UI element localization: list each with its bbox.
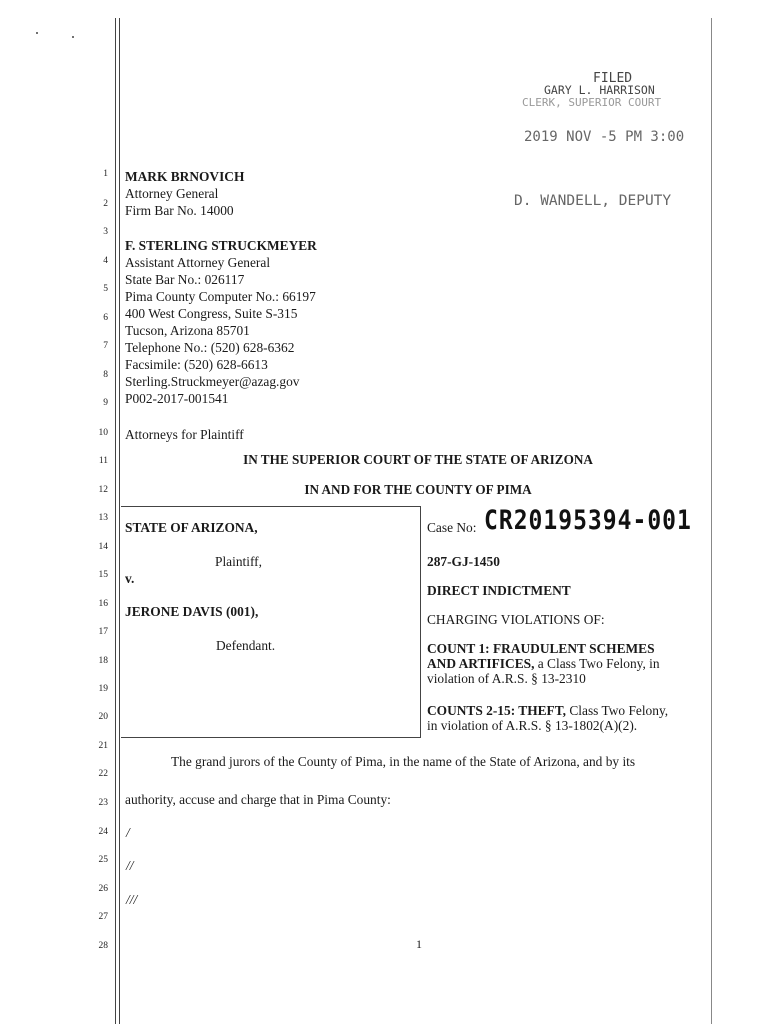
line-number: 16 xyxy=(98,599,108,609)
counts-2-15-statute: in violation of A.R.S. § 13-1802(A)(2). xyxy=(427,718,638,733)
counts-2-15-class: Class Two Felony, xyxy=(566,703,669,718)
count-1-line-b xyxy=(427,656,660,672)
charging-heading: CHARGING VIOLATIONS OF: xyxy=(427,612,605,627)
count-1-class: a Class Two Felony, in xyxy=(534,656,660,671)
line-number: 25 xyxy=(98,855,108,865)
line-number: 21 xyxy=(98,741,108,751)
document-type: DIRECT INDICTMENT xyxy=(427,583,571,598)
line-number: 3 xyxy=(103,227,108,237)
line-number: 18 xyxy=(98,656,108,666)
line-number: 11 xyxy=(98,456,108,466)
case-number-stamp: CR20195394-001 xyxy=(484,506,692,536)
assistant-info-line: Telephone No.: (520) 628-6362 xyxy=(125,340,295,355)
caption-divider xyxy=(420,506,421,738)
defendant-name: JERONE DAVIS (001), xyxy=(125,604,259,619)
plaintiff-role: Plaintiff, xyxy=(215,554,262,569)
scan-speck xyxy=(36,32,38,34)
line-number: 22 xyxy=(98,769,108,779)
line-number: 13 xyxy=(98,513,108,523)
filed-stamp-clerk: GARY L. HARRISON xyxy=(544,83,655,97)
counts-2-15-title: COUNTS 2-15: THEFT, xyxy=(427,703,567,718)
plaintiff-name: STATE OF ARIZONA, xyxy=(125,520,258,535)
scan-speck xyxy=(72,36,74,38)
left-margin-rule xyxy=(115,18,116,1024)
continuation-slash-2: // xyxy=(126,858,134,873)
attorneys-for-plaintiff: Attorneys for Plaintiff xyxy=(125,427,244,442)
line-number: 8 xyxy=(103,370,108,380)
line-number: 1 xyxy=(103,169,108,179)
filed-stamp-title: FILED xyxy=(593,71,633,86)
line-number: 26 xyxy=(98,884,108,894)
defendant-role: Defendant. xyxy=(216,638,276,653)
caption-top-rule xyxy=(121,506,420,507)
versus-label: v. xyxy=(125,571,135,586)
line-number: 5 xyxy=(103,284,108,294)
assistant-info-line: Assistant Attorney General xyxy=(125,255,271,270)
line-number: 9 xyxy=(103,398,108,408)
firm-bar-number: Firm Bar No. 14000 xyxy=(125,203,234,218)
assistant-info-line: P002-2017-001541 xyxy=(125,391,229,406)
court-title: IN THE SUPERIOR COURT OF THE STATE OF ARIZONA xyxy=(243,452,593,467)
filed-stamp-clerk-title: CLERK, SUPERIOR COURT xyxy=(522,96,662,109)
assistant-info-line: State Bar No.: 026117 xyxy=(125,272,245,287)
filed-stamp-date: 2019 NOV -5 PM 3:00 xyxy=(524,129,685,145)
assistant-info-line: 400 West Congress, Suite S-315 xyxy=(125,306,298,321)
line-number: 10 xyxy=(98,428,108,438)
assistant-attorney-name: F. STERLING STRUCKMEYER xyxy=(125,238,317,253)
line-number: 15 xyxy=(98,570,108,580)
page-number: 1 xyxy=(416,937,422,951)
line-number: 2 xyxy=(103,199,108,209)
line-number: 27 xyxy=(98,912,108,922)
court-county: IN AND FOR THE COUNTY OF PIMA xyxy=(304,482,532,497)
line-number: 28 xyxy=(98,941,108,951)
body-paragraph-line-1: The grand jurors of the County of Pima, in the name of the State of Arizona, and by its xyxy=(171,754,636,769)
line-number: 17 xyxy=(98,627,108,637)
assistant-info-line: Pima County Computer No.: 66197 xyxy=(125,289,316,304)
count-1-statute: violation of A.R.S. § 13-2310 xyxy=(427,671,586,686)
attorney-general-title: Attorney General xyxy=(125,186,219,201)
case-number-label: Case No: xyxy=(427,520,477,535)
count-1-line-a xyxy=(427,641,655,657)
continuation-slash-1: / xyxy=(126,825,130,840)
filed-stamp-deputy: D. WANDELL, DEPUTY xyxy=(514,193,672,209)
assistant-email: Sterling.Struckmeyer@azag.gov xyxy=(125,374,300,389)
count-1-title-cont: AND ARTIFICES, xyxy=(427,656,535,671)
line-number: 23 xyxy=(98,798,108,808)
counts-2-15-line-a xyxy=(427,703,668,719)
assistant-info-line: Facsimile: (520) 628-6613 xyxy=(125,357,268,372)
line-number: 14 xyxy=(98,542,108,552)
left-margin-rule-inner xyxy=(119,18,120,1024)
line-number: 7 xyxy=(103,341,108,351)
continuation-slash-3: /// xyxy=(126,892,138,907)
line-number: 20 xyxy=(98,712,108,722)
grand-jury-number: 287-GJ-1450 xyxy=(427,554,500,569)
assistant-info-line: Tucson, Arizona 85701 xyxy=(125,323,250,338)
attorney-general-name: MARK BRNOVICH xyxy=(125,169,245,184)
caption-bottom-rule xyxy=(121,737,420,738)
right-margin-rule xyxy=(711,18,712,1024)
line-number: 24 xyxy=(98,827,108,837)
line-number: 6 xyxy=(103,313,108,323)
count-1-title: COUNT 1: FRAUDULENT SCHEMES xyxy=(427,641,655,656)
line-number: 12 xyxy=(98,485,108,495)
line-number: 4 xyxy=(103,256,108,266)
line-number: 19 xyxy=(98,684,108,694)
body-paragraph-line-2: authority, accuse and charge that in Pima County: xyxy=(125,792,391,807)
